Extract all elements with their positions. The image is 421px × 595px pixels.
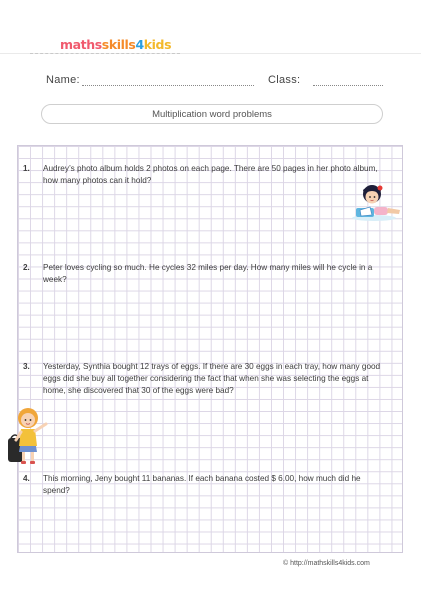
problem-number: 3. xyxy=(23,362,30,371)
girl-with-bag-illustration xyxy=(6,404,52,466)
class-label: Class: xyxy=(268,74,301,86)
problem-number: 2. xyxy=(23,263,30,272)
problem-text: This morning, Jeny bought 11 bananas. If each banana costed $ 6.00, how much did he spend? xyxy=(43,474,361,495)
problem-number: 1. xyxy=(23,164,30,173)
logo-skills: skills xyxy=(101,37,136,52)
name-label: Name: xyxy=(46,74,80,86)
problem-text: Audrey’s photo album holds 2 photos on each page. There are 50 pages in her photo album, how many photos can it hold? xyxy=(43,164,378,185)
worksheet-title-text: Multiplication word problems xyxy=(152,108,272,120)
problem-number: 4. xyxy=(23,474,30,483)
logo-maths: maths xyxy=(60,37,102,52)
brand-logo[interactable] xyxy=(60,37,171,52)
class-field[interactable] xyxy=(313,85,383,86)
logo-four: 4 xyxy=(135,37,144,52)
name-field[interactable] xyxy=(82,85,254,86)
reading-girl-illustration xyxy=(350,180,402,222)
worksheet-title xyxy=(41,104,383,124)
problem-text: Peter loves cycling so much. He cycles 32 miles per day. How many miles will he cycle in a week? xyxy=(43,263,373,284)
logo-underline xyxy=(30,53,180,54)
footer-copyright: © http://mathskills4kids.com xyxy=(283,560,370,567)
logo-kids: kids xyxy=(143,37,172,52)
problem-text: Yesterday, Synthia bought 12 trays of eggs. If there are 30 eggs in each tray, how many good eggs did she buy all together considering the fact that when she was selecting the eggs at home, she discovered that 30 of the eggs were bad? xyxy=(43,362,381,395)
